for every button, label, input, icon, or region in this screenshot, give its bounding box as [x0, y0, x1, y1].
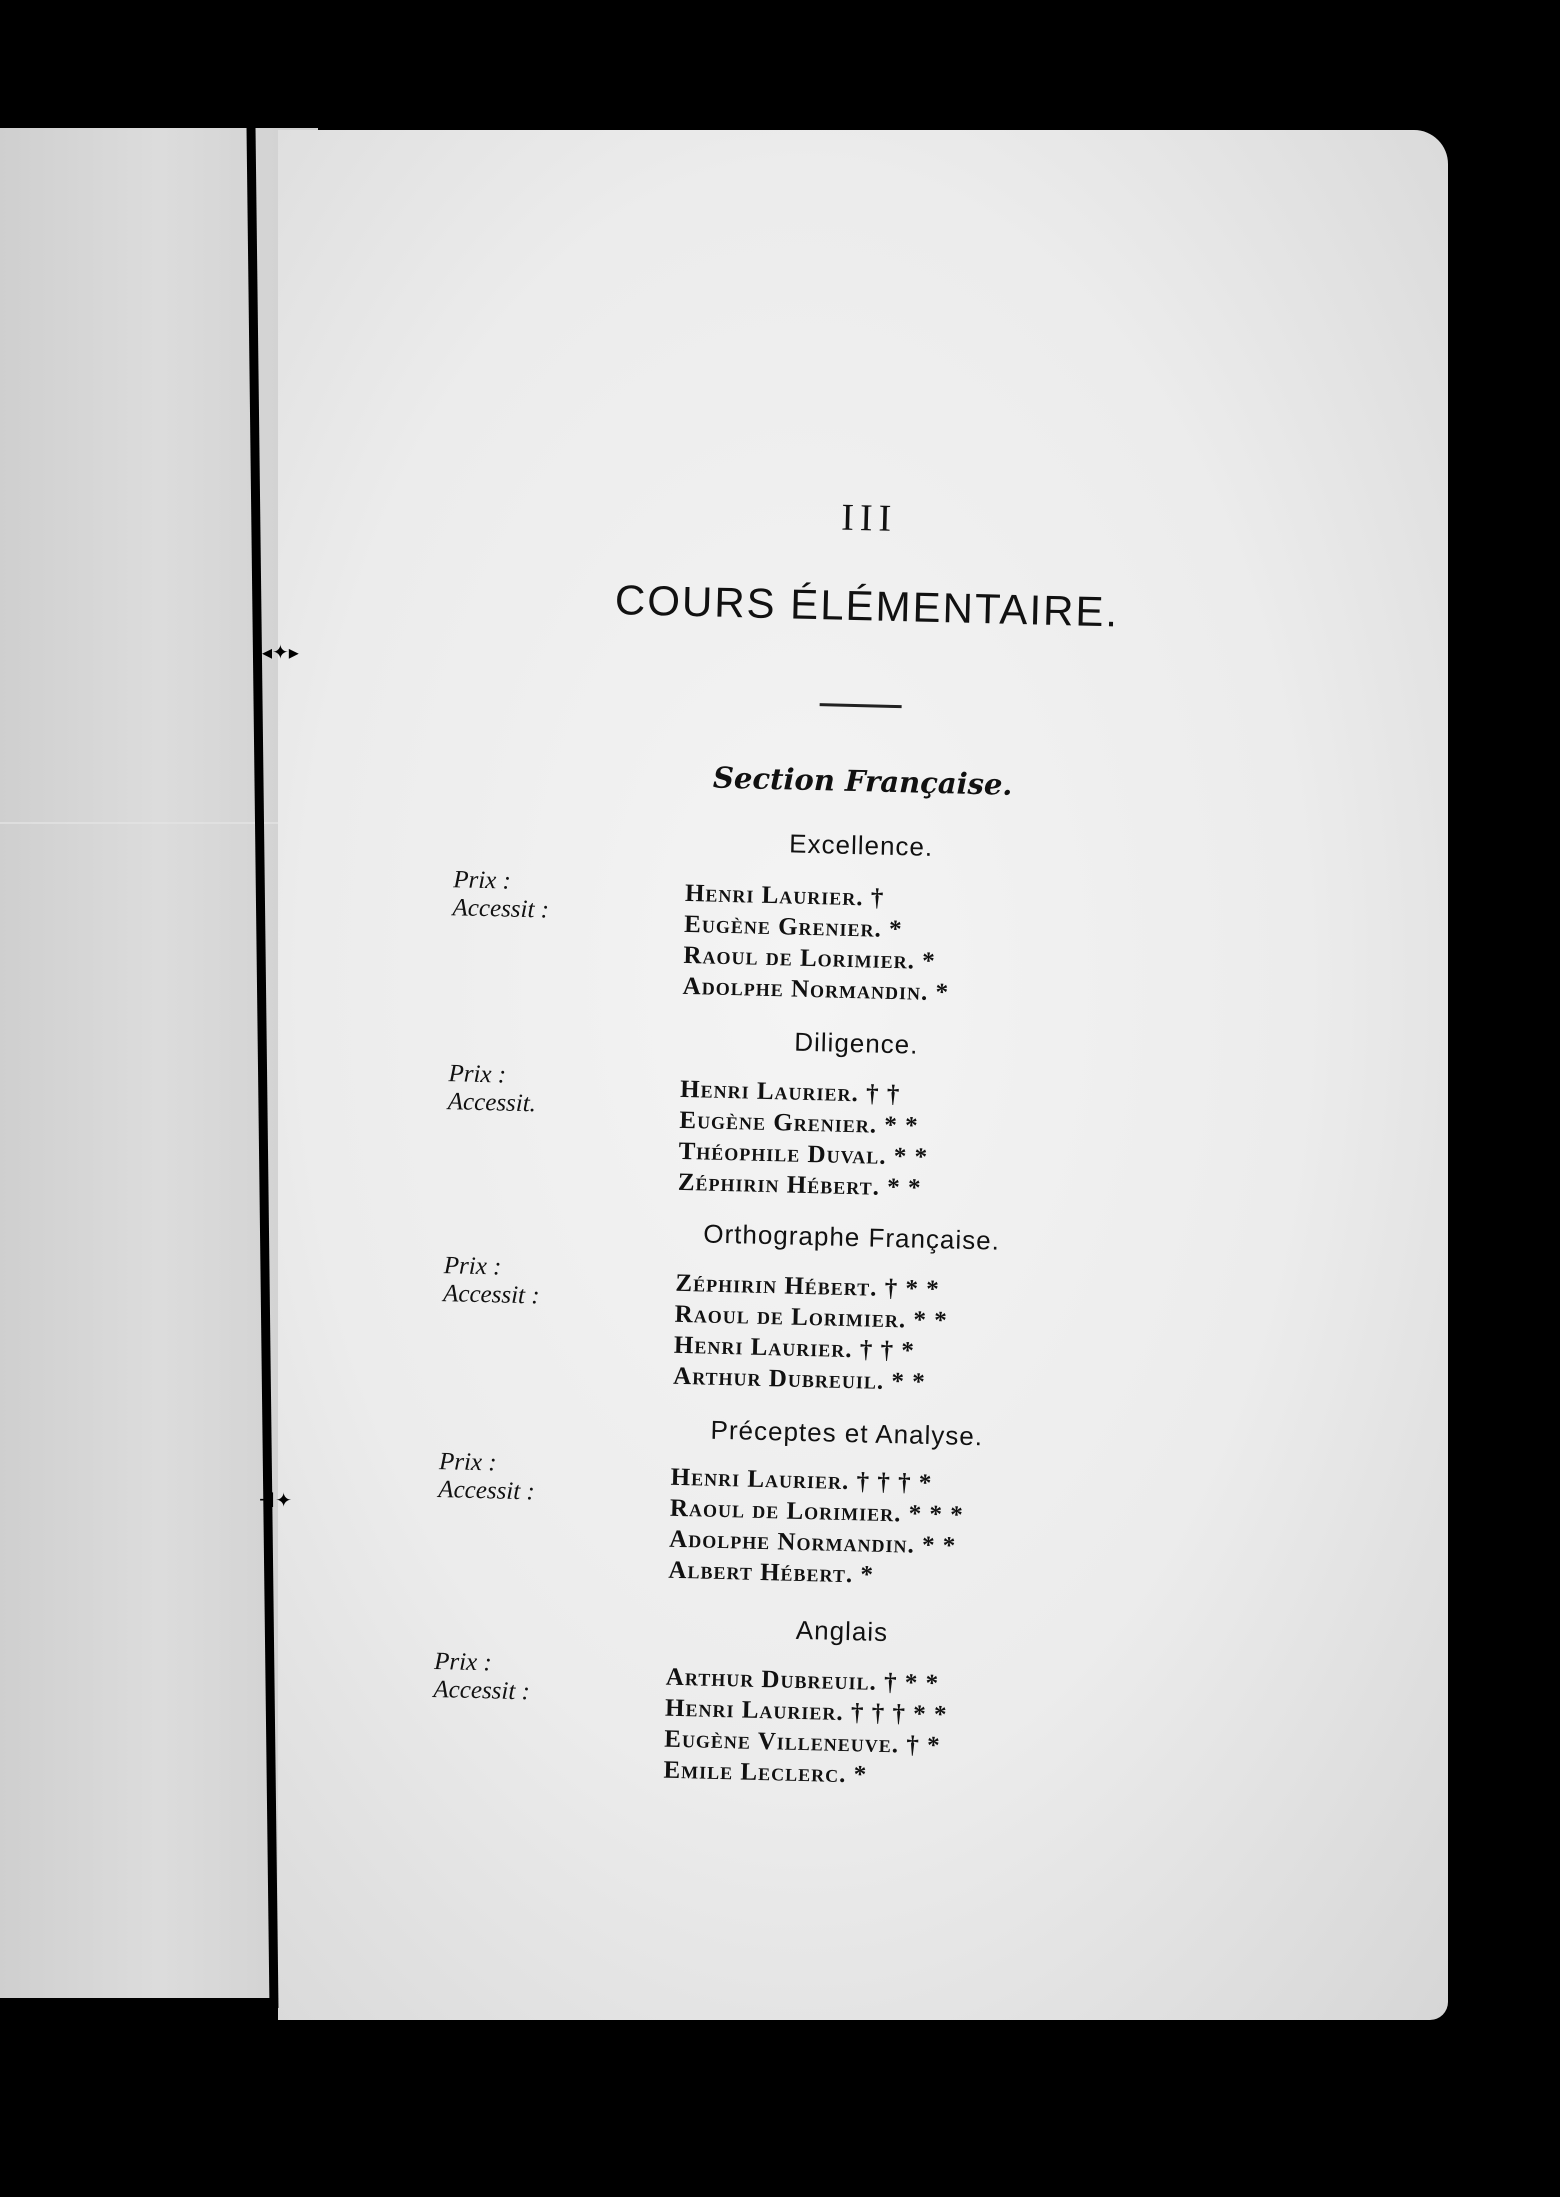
laureate-name: Raoul de Lorimier. * * [674, 1300, 948, 1335]
laureate-name: Zéphirin Hébert. * * [677, 1168, 922, 1202]
laureate-name: Henri Laurier. † † [679, 1075, 901, 1109]
laureate-name: Adolphe Normandin. * * [668, 1525, 957, 1560]
laureate-name: Eugène Grenier. * [683, 910, 903, 944]
prix-label: Prix : [448, 1060, 507, 1089]
laureate-name: Henri Laurier. † † † * [670, 1463, 933, 1498]
category-name-list [678, 1074, 930, 1204]
binding-mark-bottom: ⊣✦ [258, 1490, 292, 1512]
section-number: III [840, 496, 898, 540]
category-name-list [682, 878, 951, 1008]
laureate-name: Raoul de Lorimier. * * * [669, 1494, 964, 1529]
category-name-list [673, 1268, 949, 1399]
laureate-name: Henri Laurier. † † † * * [664, 1694, 948, 1729]
laureate-name: Raoul de Lorimier. * [683, 941, 936, 976]
laureate-name: Eugène Villeneuve. † * [663, 1725, 941, 1760]
laureate-name: Albert Hébert. * [668, 1556, 875, 1589]
accessit-label: Accessit : [442, 1280, 540, 1310]
category-heading: Préceptes et Analyse. [710, 1414, 984, 1452]
accessit-label: Accessit : [452, 894, 550, 924]
prix-label: Prix : [452, 866, 512, 895]
category-name-list [663, 1662, 948, 1793]
laureate-name: Adolphe Normandin. * [682, 972, 950, 1007]
accessit-label: Accessit. [447, 1088, 537, 1118]
binding-mark-top: ◂✦▸ [262, 642, 299, 664]
prix-label: Prix : [443, 1252, 502, 1281]
laureate-name: Théophile Duval. * * [678, 1137, 929, 1171]
category-heading: Orthographe Française. [703, 1218, 1001, 1256]
laureate-name: Zéphirin Hébert. † * * [675, 1269, 941, 1304]
accessit-label: Accessit : [433, 1676, 531, 1706]
laureate-name: Arthur Dubreuil. * * [672, 1362, 926, 1396]
laureate-name: Henri Laurier. † † * [673, 1331, 916, 1365]
section-title: COURS ÉLÉMENTAIRE. [614, 576, 1120, 636]
subsection-title: Section Française. [712, 760, 1013, 802]
laureate-name: Henri Laurier. † [684, 879, 885, 912]
category-heading: Excellence. [788, 828, 934, 862]
prix-label: Prix : [438, 1448, 497, 1477]
laureate-name: Arthur Dubreuil. † * * [665, 1663, 940, 1698]
title-divider [820, 703, 902, 708]
category-heading: Anglais [795, 1614, 889, 1648]
category-name-list [668, 1462, 965, 1593]
laureate-name: Emile Leclerc. * [663, 1756, 868, 1789]
prix-label: Prix : [433, 1648, 493, 1677]
category-heading: Diligence. [793, 1026, 919, 1060]
laureate-name: Eugène Grenier. * * [679, 1106, 919, 1140]
accessit-label: Accessit : [438, 1476, 536, 1506]
